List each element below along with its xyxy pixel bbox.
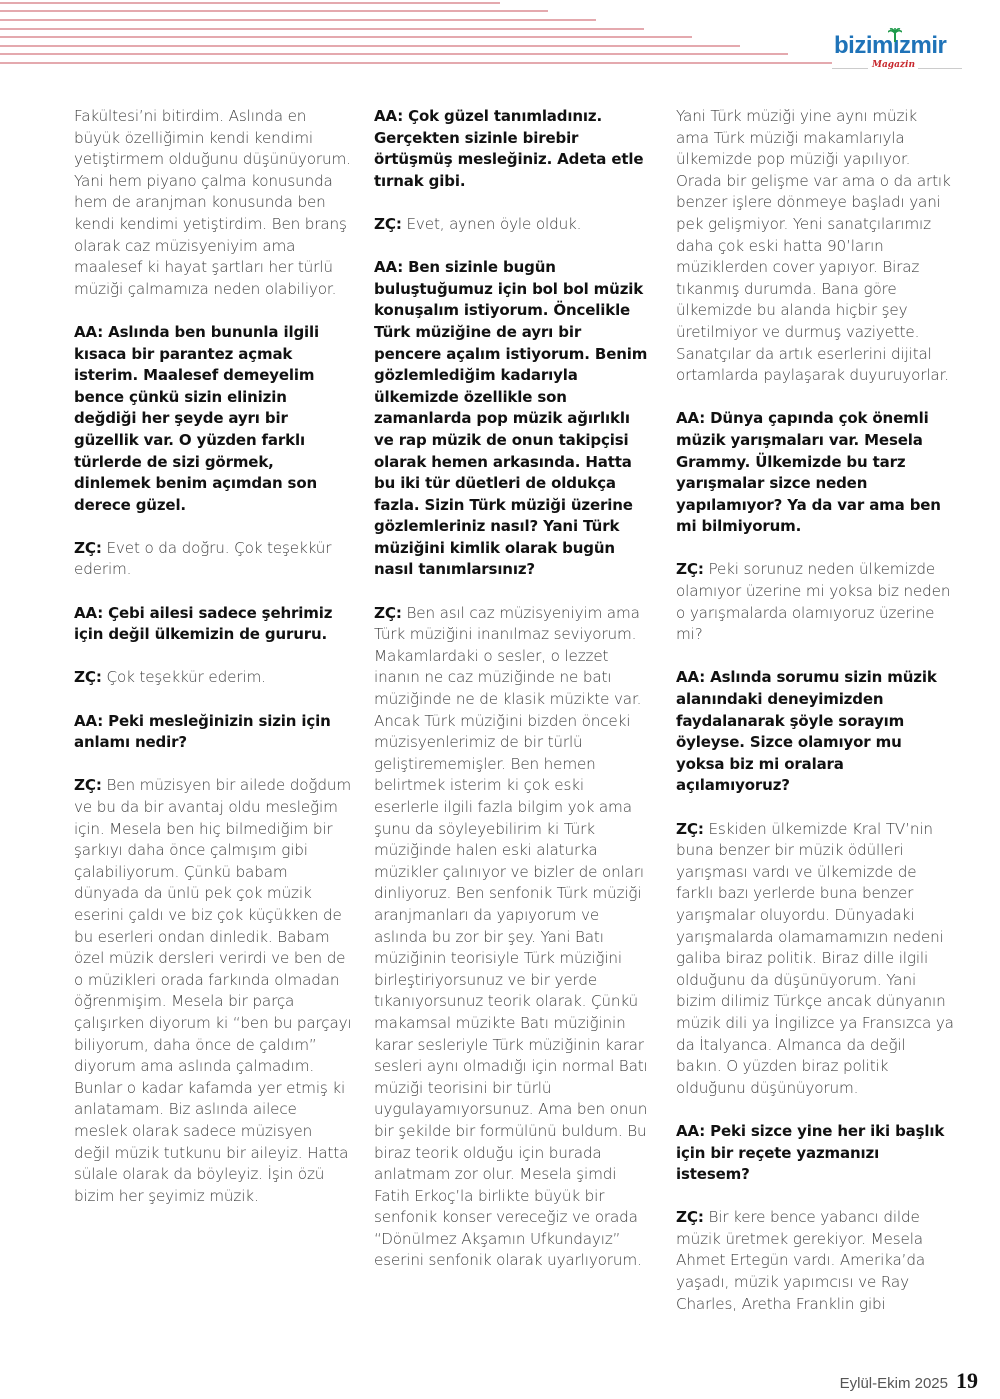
interview-question [374,257,652,581]
logo-brand-left: bizim [834,32,893,59]
speaker-label: ZÇ: [74,538,102,557]
logo-rule [832,68,868,69]
interview-question [74,322,352,516]
header-stripe [0,36,692,38]
paragraph-text: Ben sizinle bugün buluştuğumuz için bol bol müzik konuşalım istiyorum. Öncelikle Türk müziğine de ayrı bir pencere açalım istiyorum. Benim gözlemlediğim kadarıyla ülkemizde özellikle son zamanlarda pop müzik ağırlıklı ve rap müzik de onun takipçisi olarak hemen arkasında. Hatta bu iki tür düetleri de oldukça fazla. Sizin Türk müziği üzerine gözlemleriniz nasıl? Yani Türk müziğini kimlik olarak bugün nasıl tanımlarsınız? [374,258,648,579]
interview-question [74,603,352,646]
interview-answer [74,106,352,300]
interview-answer [676,106,954,387]
interview-answer [74,538,352,581]
paragraph-text: Peki mesleğinizin sizin için anlamı nedir? [74,711,331,752]
speaker-label: ZÇ: [374,603,402,622]
palm-tree-icon [888,28,902,42]
speaker-label: AA: [676,1121,706,1140]
interview-question [374,106,652,192]
page-footer [840,1368,978,1394]
header-stripe [0,53,788,55]
speaker-label: ZÇ: [74,776,102,795]
speaker-label: ZÇ: [374,214,402,233]
paragraph-text: Bir kere bence yabancı dilde müzik üretmek gerekiyor. Mesela Ahmet Ertegün vardı. Amerika’da yaşadı, müzik yapımcısı ve Ray Charles, Aretha Franklin gibi [676,1208,926,1313]
interview-answer [374,214,652,236]
speaker-label: AA: [676,409,706,428]
paragraph-text: Peki sizce yine her iki başlık için bir reçete yazmanızı istesem? [676,1121,945,1184]
interview-question [676,1121,954,1186]
paragraph-text: Peki sorunuz neden ülkemizde olamıyor üzerine mi yoksa biz neden o yarışmalarda olamıyoruz üzerine mi? [676,560,951,644]
speaker-label: ZÇ: [676,560,704,579]
header-stripe [0,19,596,21]
interview-answer [74,667,352,689]
paragraph-text: Fakültesi’ni bitirdim. Aslında en büyük özelliğimin kendi kendimi yetiştirmem olduğunu düşünüyorum. Yani hem piyano çalma konusunda hem de aranjman konusunda ben kendi kendimi yetiştirdim. Ben branş olarak caz müzisyeniyim ama maalesef ki hayat şartları her türlü müziği çalmamıza neden olabiliyor. [74,107,351,298]
interview-question [74,711,352,754]
paragraph-text: Çebi ailesi sadece şehrimiz için değil ülkemizin de gururu. [74,603,333,644]
paragraph-text: Evet, aynen öyle olduk. [406,214,582,233]
paragraph-text: Eskiden ülkemizde Kral TV’nin buna benzer bir müzik ödülleri yarışması vardı ve ülkemizde de farklı bazı yerlerde buna benzer yarışmalar oluyordu. Dünyadaki yarışmalarda olamamamızın nedeni galiba biraz politik. Biraz dille ilgili olduğunu da düşünüyorum. Yani bizim dilimiz Türkçe ancak dünyanın müzik dili ya İngilizce ya Fransızca ya da İtalyanca. Almanca da değil bakın. O yüzden biraz politik olduğunu düşünüyorum. [676,819,954,1097]
interview-answer [676,819,954,1100]
article-column-3 [676,106,954,1337]
paragraph-text: Ben müzisyen bir ailede doğdum ve bu da bir avantaj oldu mesleğim için. Mesela ben hiç bilmediğim bir şarkıyı daha önce çalmışım gibi çalabiliyorum. Çünkü babam dünyada da ünlü pek çok müzik eserini çaldı ve biz çok küçükken de bu eserleri ondan dinledik. Babam özel müzik dersleri verirdi ve ben de o müzikleri orada farkında olmadan öğrenmişim. Mesela bir parça çalışırken diyorum ki “ben bu parçayı biliyorum, daha önce de çaldım” diyorum ama aslında çalmadım. Bunlar o kadar kafamda yer etmiş ki anlatamam. Biz aslında ailece meslek olarak sadece müzisyen değil müzik tutkunu bir aileyiz. Hatta sülale olarak da böyleyiz. İşin özü bizim her şeyimiz müzik. [74,776,352,1205]
logo-i: ı [892,32,900,59]
speaker-label: ZÇ: [676,1208,704,1227]
paragraph-text: Aslında sorumu sizin müzik alanındaki deneyimizden faydalanarak şöyle sorayım öyleyse. Sizce olamıyor mu yoksa biz mi oralara açılamıyoruz? [676,668,937,795]
logo-brand-right: zmir [899,32,947,59]
header-stripe [0,2,500,4]
speaker-label: ZÇ: [676,819,704,838]
header-stripe [0,45,740,47]
page-number: 19 [956,1368,978,1393]
issue-date: Eylül-Ekim 2025 [839,1375,948,1392]
article-column-2 [374,106,652,1294]
interview-answer [676,1207,954,1315]
speaker-label: AA: [676,668,706,687]
interview-answer [676,559,954,645]
speaker-label: AA: [374,258,404,277]
magazine-logo [832,28,972,74]
paragraph-text: Dünya çapında çok önemli müzik yarışmaları var. Mesela Grammy. Ülkemizde bu tarz yarışmalar sizce neden yapılamıyor? Ya da var ama ben mi bilmiyorum. [676,409,941,536]
logo-subtitle: Magazin [872,60,915,70]
paragraph-text: Çok teşekkür ederim. [106,668,266,687]
interview-answer [374,603,652,1272]
interview-question [676,408,954,538]
interview-question [676,667,954,797]
article-column-1 [74,106,352,1229]
speaker-label: AA: [74,603,104,622]
speaker-label: AA: [74,322,104,341]
speaker-label: AA: [374,107,404,125]
speaker-label: ZÇ: [74,668,102,687]
header-stripe [0,28,644,30]
paragraph-text: Ben asıl caz müzisyeniyim ama Türk müziğini inanılmaz seviyorum. Makamlardaki o sesler, o lezzet inanın ne caz müziğinde ne batı müziğinde ne de klasik müzikte var. Ancak Türk müziğini bizden önceki müzisyenlerimiz de bir türlü geliştirememişler. Ben hemen belirtmek isterim ki çok eski eserlerle ilgili fazla bilgim yok ama şunu da söyleyebilirim ki Türk müziğinde halen eski alaturka müzikler çalınıyor ve bizler de onları dinliyoruz. Ben senfonik Türk müziği aranjmanları da yapıyorum ve aslında bu zor bir şey. Yani Batı müziğinin teorisiyle Türk müziğini birleştiriyorsunuz ve bir yerde tıkanıyorsunuz teorik olarak. Çünkü makamsal müzikte Batı müziğinin karar sesleriyle Türk müziğinin karar sesleri aynı olmadığı için normal Batı müziği teorisini bir türlü uygulayamıyorsunuz. Ama ben onun bir şekilde bir formülünü buldum. Bu biraz teorik olduğu için burada anlatmam zor olur. Mesela şimdi Fatih Erkoç’la birlikte büyük bir senfonik konser vereceğiz ve orada “Dönülmez Akşamın Ufkundayız” eserini senfonik olarak uyarlıyorum. [374,603,648,1270]
speaker-label: AA: [74,711,104,730]
paragraph-text: Çok güzel tanımladınız. Gerçekten sizinle birebir örtüşmüş mesleğiniz. Adeta etle tırnak gibi. [374,107,644,190]
logo-rule [918,68,962,69]
header-stripe [0,10,548,12]
paragraph-text: Yani Türk müziği yine aynı müzik ama Türk müziği makamlarıyla ülkemizde pop müziği yapılıyor. Orada bir gelişme var ama o da artık benzer işlere dönmeye başladı yani pek gelişmiyor. Yeni sanatçılarımız daha çok eski hatta 90’ların müziklerden cover yapıyor. Biraz tıkanmış durumda. Bana göre ülkemizde bu alanda hiçbir şey üretilmiyor ve durmuş vaziyette. Sanatçılar da artık eserlerini dijital ortamlarda paylaşarak duyuruyorlar. [676,107,951,385]
paragraph-text: Aslında ben bununla ilgili kısaca bir parantez açmak isterim. Maalesef demeyelim bence çünkü sizin elinizin değdiği her şeyde ayrı bir güzellik var. O yüzden farklı türlerde de sizi görmek, dinlemek benim açımdan son derece güzel. [74,322,320,514]
header-stripe [0,62,832,64]
interview-answer [74,775,352,1207]
paragraph-text: Evet o da doğru. Çok teşekkür ederim. [74,538,332,579]
